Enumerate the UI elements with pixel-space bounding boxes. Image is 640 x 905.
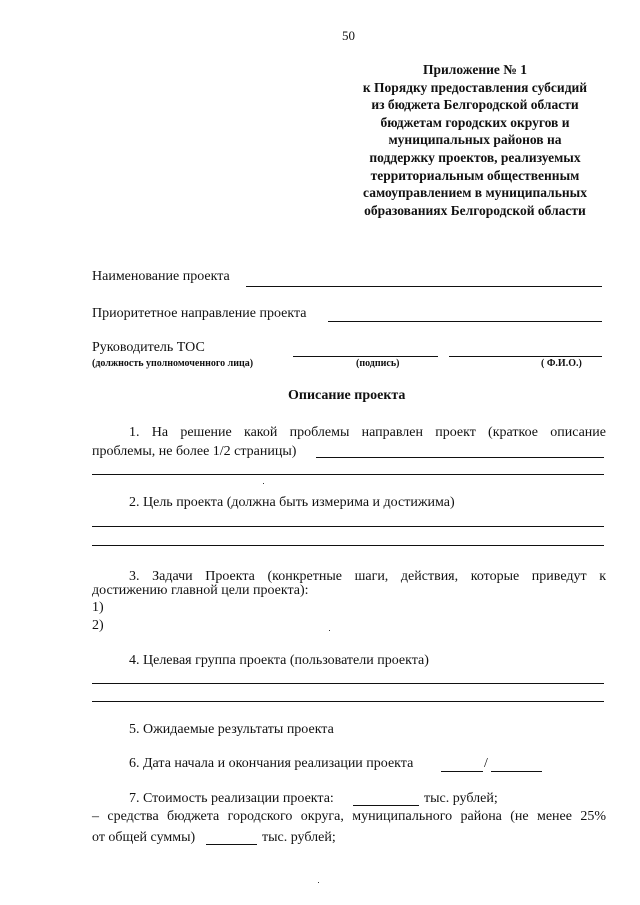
signature-caption: (подпись) [356,358,400,369]
budget-share-line2: от общей суммы) [92,830,196,845]
budget-share-unit: тыс. рублей; [262,830,336,845]
budget-share-text [92,806,606,827]
question-3-item-1: 1) [92,600,104,615]
scan-speck [329,630,330,631]
position-caption: (должность уполномоченного лица) [92,358,254,369]
project-name-field[interactable] [246,286,602,287]
question-1-answer-line-2[interactable] [92,474,604,475]
question-3-item-2: 2) [92,618,104,633]
signature-field[interactable] [293,356,438,357]
budget-share-line1: – средства бюджета городского округа, муниципального района (не менее 25% [92,809,606,824]
appendix-line: муниципальных районов на [388,132,562,148]
question-6-text: 6. Дата начала и окончания реализации проекта [129,756,414,771]
fio-field[interactable] [449,356,602,357]
question-2-answer-line-2[interactable] [92,545,604,546]
appendix-line: бюджетам городских округов и [380,114,570,130]
page-number: 50 [342,28,355,43]
priority-direction-field[interactable] [328,321,602,322]
scan-speck [263,483,264,484]
appendix-title: Приложение № 1 [423,62,527,77]
project-cost-unit: тыс. рублей; [424,791,498,806]
question-2-answer-line-1[interactable] [92,526,604,527]
budget-share-field[interactable] [206,844,257,845]
project-name-label: Наименование проекта [92,269,230,284]
appendix-line: образованиях Белгородской области [364,202,586,218]
question-1-line2: проблемы, не более 1/2 страницы) [92,444,297,459]
question-4-answer-line-1[interactable] [92,683,604,684]
question-1-answer-line-1[interactable] [316,457,604,458]
appendix-line: поддержку проектов, реализуемых [369,149,581,165]
question-1-line1: 1. На решение какой проблемы направлен проект (краткое описание [129,425,606,440]
appendix-line: к Порядку предоставления субсидий [362,79,588,95]
question-7-text: 7. Стоимость реализации проекта: [129,791,334,806]
start-date-field[interactable] [441,771,483,772]
question-4-text: 4. Целевая группа проекта (пользователи проекта) [129,653,429,668]
leader-label: Руководитель ТОС [92,340,205,355]
appendix-line: территориальным общественным [370,167,580,183]
question-5-text: 5. Ожидаемые результаты проекта [129,722,334,737]
question-4-answer-line-2[interactable] [92,701,604,702]
appendix-line: самоуправлением в муниципальных [363,185,587,201]
fio-caption: ( Ф.И.О.) [541,358,582,369]
section-heading: Описание проекта [288,388,406,403]
end-date-field[interactable] [491,771,542,772]
appendix-line: из бюджета Белгородской области [371,97,579,113]
question-3-line1: 3. Задачи Проекта (конкретные шаги, действия, которые приведут к [129,569,606,584]
scan-speck [318,882,319,883]
question-3-line2: достижению главной цели проекта): [92,583,309,598]
appendix-header [335,61,615,219]
question-2-text: 2. Цель проекта (должна быть измерима и достижима) [129,495,455,510]
question-1-text [92,422,606,443]
priority-direction-label: Приоритетное направление проекта [92,306,307,321]
date-separator: / [484,756,488,771]
